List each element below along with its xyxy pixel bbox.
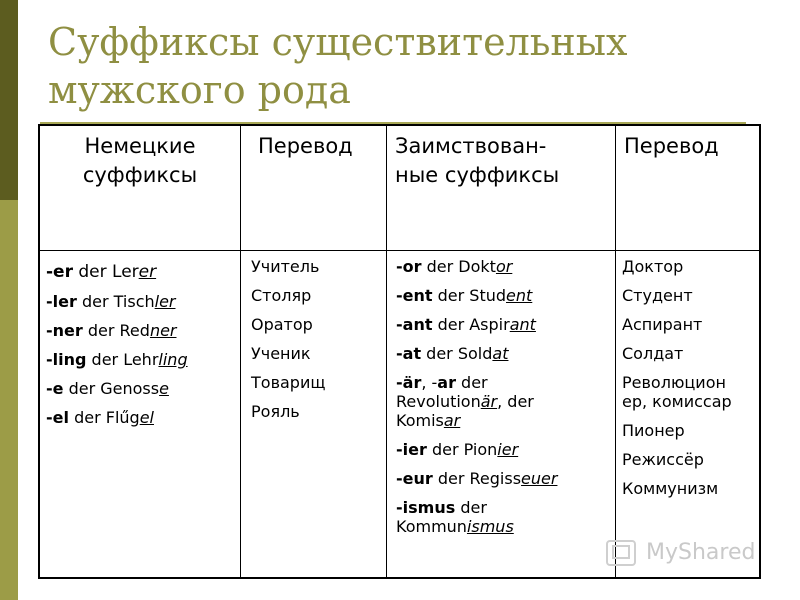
table-row: Революцион ер, комиссар: [622, 373, 732, 411]
word-stem: der Dokt: [421, 257, 496, 276]
word-ending: ant: [509, 315, 536, 334]
table-row: [46, 345, 246, 374]
table-row: [46, 374, 246, 403]
word-ending: ler: [154, 292, 176, 311]
slide-title: [48, 18, 748, 114]
word-stem: Revolution: [396, 392, 481, 411]
table-row: Доктор: [622, 257, 684, 276]
table-row: [46, 316, 246, 345]
word-stem: der Flűg: [68, 408, 140, 427]
borrowed-translation-column: [622, 252, 757, 503]
table-row: Режиссёр: [622, 450, 704, 469]
suffix: -el: [46, 408, 69, 427]
german-translation-column: [251, 252, 381, 426]
word-stem: der Tisch: [76, 292, 155, 311]
left-dark-bar: [0, 0, 18, 200]
table-row: [396, 339, 621, 368]
word-stem: der Pion: [426, 440, 498, 459]
word-ending: ismus: [466, 517, 514, 536]
header-borrowed-suffixes: [395, 132, 615, 190]
word-stem: der Lehr: [86, 350, 159, 369]
suffix: -or: [396, 257, 422, 276]
word-ending: euer: [521, 469, 558, 488]
header-translation-1: [258, 132, 378, 161]
word-ending: or: [495, 257, 513, 276]
suffix: -at: [396, 344, 422, 363]
word-ending: el: [139, 408, 154, 427]
table-row: Ученик: [251, 344, 311, 363]
word-stem: Kommun: [396, 517, 467, 536]
word-ending: ent: [506, 286, 533, 305]
word-stem: der Regiss: [432, 469, 522, 488]
suffix: -ismus: [396, 498, 456, 517]
title-line-1: Суффиксы существительных: [48, 20, 628, 64]
word-stem: der Sold: [421, 344, 493, 363]
suffix: -ler: [46, 292, 77, 311]
word-stem: der: [455, 498, 487, 517]
table-row: [396, 310, 621, 339]
suffix: -eur: [396, 469, 433, 488]
word-stem: der Red: [82, 321, 150, 340]
word-stem: der Ler: [72, 262, 139, 282]
header-text: Перевод: [624, 134, 719, 158]
word-ending: ier: [497, 440, 519, 459]
table-row: [396, 435, 621, 464]
watermark-text: MyShared: [646, 540, 756, 565]
suffix: -ner: [46, 321, 83, 340]
header-translation-2: [624, 132, 754, 161]
table-row: Аспирант: [622, 315, 703, 334]
header-text: Перевод: [258, 134, 353, 158]
word-stem: der Aspir: [432, 315, 510, 334]
suffix: -er: [46, 262, 73, 282]
header-text: Немецкие: [84, 134, 196, 158]
table-row: [46, 287, 246, 316]
column-divider: [386, 126, 387, 577]
word-ending: er: [138, 262, 157, 282]
borrowed-suffix-column: [396, 252, 621, 541]
table-row: [396, 368, 621, 435]
header-german-suffixes: [40, 132, 240, 190]
word-stem: der: [455, 373, 488, 392]
table-row: Пионер: [622, 421, 685, 440]
table-row: [396, 464, 621, 493]
suffix: -ant: [396, 315, 433, 334]
left-light-bar: [0, 200, 18, 600]
watermark: [606, 536, 766, 576]
table-row: [396, 493, 621, 541]
suffix: -är: [396, 373, 422, 392]
table-row: Коммунизм: [622, 479, 719, 498]
suffix: -ier: [396, 440, 427, 459]
word-stem: der Genoss: [63, 379, 160, 398]
table-row: Учитель: [251, 257, 320, 276]
table-row: [396, 252, 621, 281]
suffix: -ling: [46, 350, 87, 369]
word-stem: , der: [497, 392, 534, 411]
word-ending: at: [492, 344, 509, 363]
table-row: [46, 403, 246, 432]
header-text: Заимствован-: [395, 134, 547, 158]
header-text: ные суффиксы: [395, 163, 560, 187]
header-text: суффиксы: [82, 163, 198, 187]
table-row: Товарищ: [251, 373, 326, 392]
table-row: Оратор: [251, 315, 313, 334]
word-ending: ner: [149, 321, 177, 340]
table-row: [396, 281, 621, 310]
suffix: -e: [46, 379, 64, 398]
german-suffix-column: [46, 258, 246, 432]
word-ending: ling: [158, 350, 188, 369]
table-row: Солдат: [622, 344, 684, 363]
word-stem: , -: [421, 373, 438, 392]
word-stem: Komis: [396, 411, 444, 430]
suffix: -ent: [396, 286, 433, 305]
word-ending: ar: [443, 411, 461, 430]
table-row: Студент: [622, 286, 693, 305]
word-ending: är: [480, 392, 498, 411]
table-row: Столяр: [251, 286, 312, 305]
title-line-2: мужского рода: [48, 68, 351, 112]
word-stem: der Stud: [432, 286, 507, 305]
table-row: [46, 258, 246, 287]
monitor-icon: [606, 540, 636, 566]
table-row: Рояль: [251, 402, 300, 421]
word-ending: e: [159, 379, 169, 398]
suffix: ar: [437, 373, 456, 392]
header-divider: [40, 250, 759, 251]
